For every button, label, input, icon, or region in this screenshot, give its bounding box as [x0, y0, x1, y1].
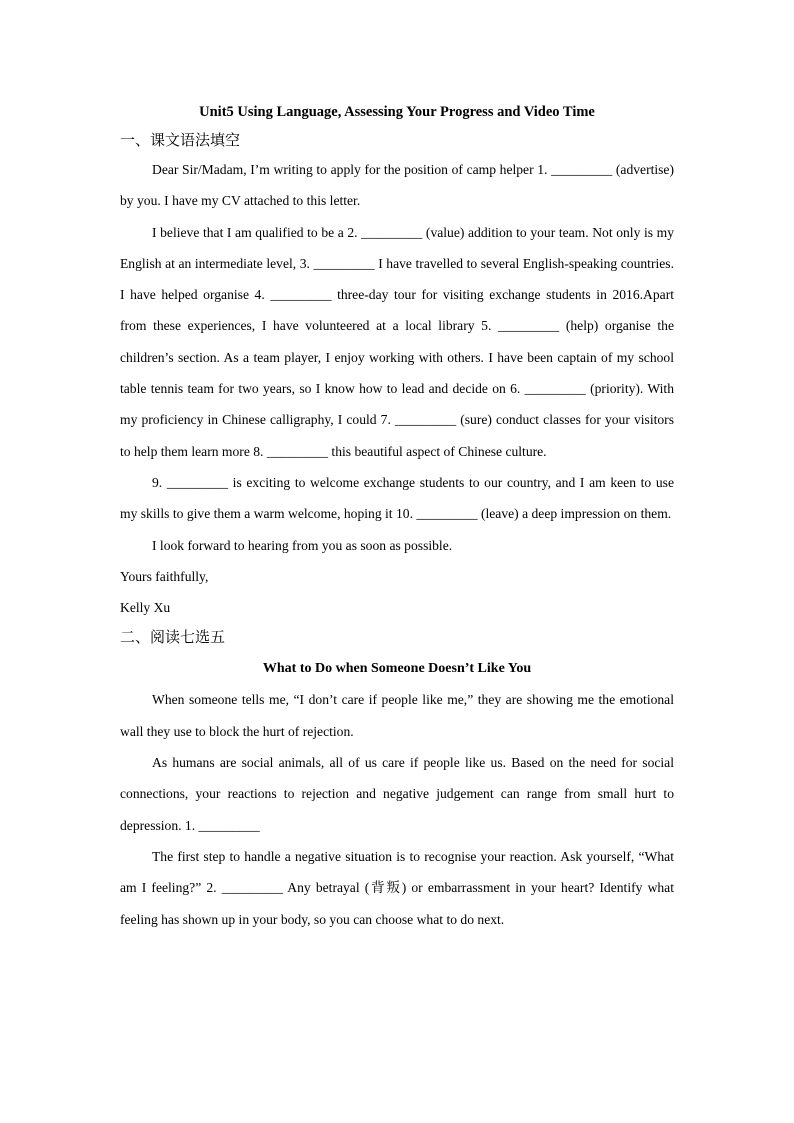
- section-heading-reading: 二、阅读七选五: [120, 628, 226, 647]
- letter-paragraph: 9. _________ is exciting to welcome exchange students to our country, and I am keen to use my skills to give them a warm welcome, hoping it 10. _________ (leave) a deep impression on them.: [120, 474, 674, 522]
- document-page: [120, 98, 674, 935]
- reading-paragraph: As humans are social animals, all of us care if people like us. Based on the need for social connections, your reactions to rejection and negative judgement can range from small hurt to depression. 1. _________: [120, 755, 674, 833]
- letter-paragraph: I look forward to hearing from you as soon as possible.: [152, 537, 453, 553]
- reading-paragraph: When someone tells me, “I don’t care if people like me,” they are showing me the emotional wall they use to block the hurt of rejection.: [120, 692, 674, 739]
- section-heading-grammar-fill: 一、课文语法填空: [120, 131, 241, 149]
- reading-passage-title: What to Do when Someone Doesn’t Like You: [262, 661, 532, 677]
- letter-closing: Yours faithfully,: [120, 568, 209, 584]
- letter-signature: Kelly Xu: [120, 600, 171, 616]
- document-title: Unit5 Using Language, Assessing Your Progress and Video Time: [199, 104, 595, 120]
- reading-paragraph: The first step to handle a negative situation is to recognise your reaction. Ask yourself, “What am I feeling?” 2. _________ Any betrayal (背叛) or embarrassment in your heart? Identify what feeling has shown up in your body, so you can choose what to do next.: [120, 848, 674, 927]
- letter-paragraph: Dear Sir/Madam, I’m writing to apply for the position of camp helper 1. _________ (advertise) by you. I have my CV attached to this letter.: [120, 162, 674, 209]
- letter-paragraph: I believe that I am qualified to be a 2. _________ (value) addition to your team. Not only is my English at an intermediate level, 3. _________ I have travelled to several English-speaking countries. I have helped organise 4. _________ three-day tour for visiting exchange students in 2016.Apart from these experiences, I have volunteered at a local library 5. _________ (help) organise the children’s section. As a team player, I enjoy working with others. I have been captain of my school table tennis team for two years, so I know how to lead and decide on 6. _________ (priority). With my proficiency in Chinese calligraphy, I could 7. _________ (sure) conduct classes for your visitors to help them learn more 8. _________ this beautiful aspect of Chinese culture.: [120, 224, 674, 459]
